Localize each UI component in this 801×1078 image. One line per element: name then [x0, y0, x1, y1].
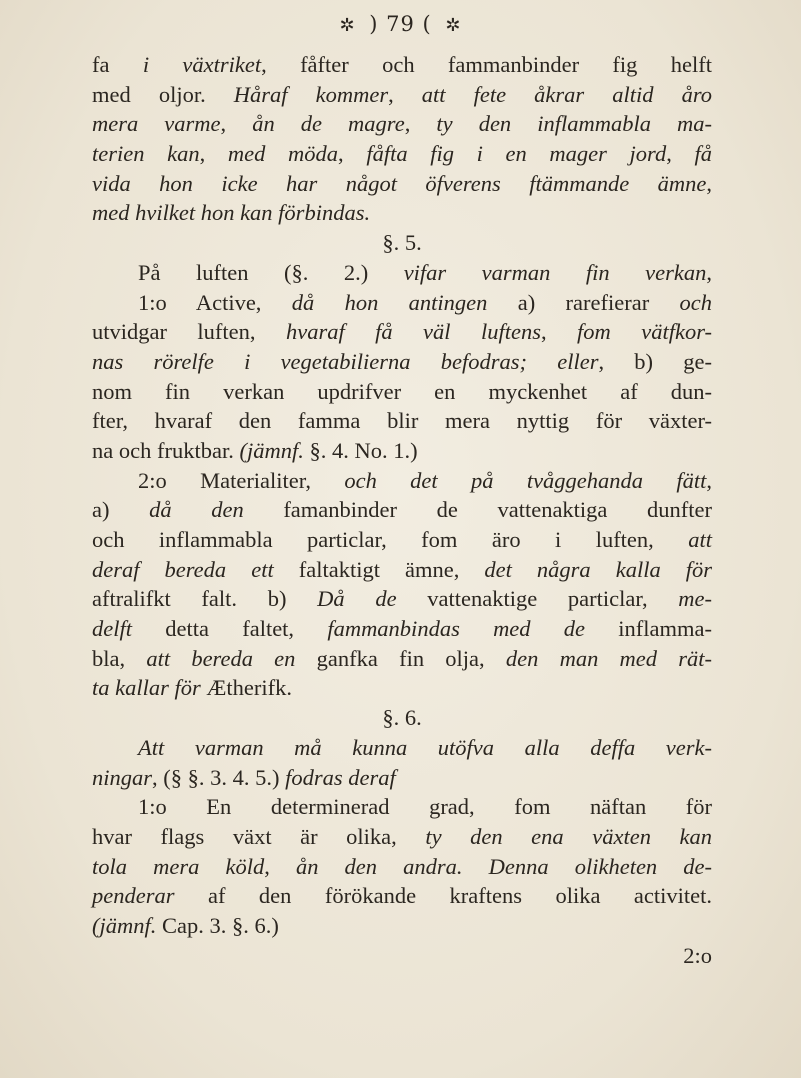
text-line: [92, 258, 712, 288]
roman-run: famanbinder de vattenaktiga dunfter: [243, 497, 712, 523]
roman-run: ,: [706, 259, 712, 285]
text-line: [92, 733, 712, 763]
roman-run: Ætherifk.: [200, 675, 292, 701]
text-line: [92, 792, 712, 822]
roman-run: na och fruktbar.: [92, 437, 240, 463]
text-line: [92, 763, 712, 793]
text-line: [92, 614, 712, 644]
italic-run: ningar: [92, 764, 153, 790]
italic-run: vifar varman fin verkan: [403, 259, 707, 285]
roman-run: a): [92, 497, 150, 523]
italic-run: mera varme: [92, 111, 221, 137]
roman-run: §. 5.: [382, 230, 422, 256]
roman-run: fter, hvaraf den famma blir mera nyttig för växter-: [92, 408, 712, 434]
italic-run: fom vätfkor-: [577, 319, 713, 345]
left-ornament-icon: ✲: [339, 15, 356, 36]
italic-run: fåfta fig i en mager jord: [366, 141, 667, 167]
italic-run: att fete åkrar altid åro: [421, 81, 713, 107]
italic-run: ty den ena växten kan: [425, 823, 712, 849]
section-heading: [92, 228, 712, 258]
text-line: [92, 584, 712, 614]
italic-run: penderar: [92, 883, 175, 909]
text-line: [92, 525, 712, 555]
italic-run: fodras deraf: [285, 764, 396, 790]
roman-run: 2:o: [683, 942, 712, 968]
italic-run: då hon antingen: [291, 289, 488, 315]
text-line: [92, 50, 712, 80]
roman-run: 2:o Materialiter,: [138, 467, 345, 493]
roman-run: ,: [199, 141, 228, 167]
roman-run: detta faltet,: [132, 616, 328, 642]
text-line: [92, 822, 712, 852]
text-line: [92, 288, 712, 318]
roman-run: nom fin verkan updrifver en myckenhet af dun-: [92, 378, 712, 404]
text-line: [92, 169, 712, 199]
roman-run: ,: [220, 111, 253, 137]
catchword: [92, 941, 712, 971]
italic-run: deraf bereda ett: [92, 556, 274, 582]
text-line: [92, 347, 712, 377]
roman-run: , (§ §. 3. 4. 5.): [152, 764, 286, 790]
italic-run: det några kalla för: [484, 556, 712, 582]
italic-run: tola mera köld: [92, 853, 265, 879]
italic-run: ta kallar för: [92, 675, 201, 701]
section-heading: [92, 703, 712, 733]
text-line: [92, 466, 712, 496]
roman-run: , fåfter och fammanbinder fig helft: [261, 52, 712, 77]
text-line: [92, 555, 712, 585]
italic-run: i växtriket: [142, 52, 262, 77]
page-header: [0, 12, 801, 36]
text-line: [92, 317, 712, 347]
italic-run: med hvilket hon kan förbindas.: [92, 200, 371, 226]
roman-run: ,: [338, 141, 367, 167]
roman-run: fa: [92, 52, 143, 77]
italic-run: och: [679, 289, 713, 315]
roman-run: ,: [666, 141, 695, 167]
italic-run: nas rörelfe i vegetabilierna befodras; eller: [92, 348, 599, 374]
text-line: [92, 852, 712, 882]
text-line: [92, 495, 712, 525]
roman-run: utvidgar luften,: [92, 319, 286, 345]
text-line: [92, 198, 712, 228]
roman-run: §. 4. No. 1.): [303, 437, 418, 463]
roman-run: med oljor.: [92, 81, 234, 107]
roman-run: bla,: [92, 645, 147, 671]
roman-run: ,: [264, 853, 296, 879]
italic-run: hvaraf få väl luftens: [285, 319, 541, 345]
text-line: [92, 911, 712, 941]
italic-run: (jämnf.: [92, 912, 157, 938]
italic-run: Då de: [317, 586, 397, 612]
text-line: [92, 673, 712, 703]
body-text: [92, 50, 712, 970]
roman-run: vattenaktige particlar,: [396, 586, 679, 612]
roman-run: och inflammabla particlar, fom äro i luften,: [92, 527, 689, 552]
italic-run: Håraf kommer: [233, 81, 389, 107]
italic-run: me-: [678, 586, 712, 612]
right-ornament-icon: ✲: [445, 15, 462, 36]
text-line: [92, 881, 712, 911]
text-line: [92, 109, 712, 139]
roman-run: , b) ge-: [598, 348, 712, 374]
italic-run: ån de magre: [252, 111, 405, 137]
roman-run: På luften (§. 2.): [138, 259, 404, 285]
roman-run: ,: [706, 467, 713, 493]
text-line: [92, 406, 712, 436]
text-line: [92, 377, 712, 407]
italic-run: den man med rät-: [505, 645, 712, 671]
roman-run: inflamma-: [585, 616, 712, 642]
italic-run: Att varman må kunna utöfva alla deffa verk-: [138, 734, 712, 760]
italic-run: att bereda en: [146, 645, 296, 671]
roman-run: a) rarefierar: [487, 289, 680, 315]
italic-run: terien kan: [92, 141, 200, 167]
italic-run: att: [688, 527, 712, 552]
italic-run: och det på tvåggehanda fätt: [344, 467, 707, 493]
roman-run: faltaktigt ämne,: [273, 556, 485, 582]
roman-run: ,: [706, 170, 712, 196]
page-number: ) 79 (: [369, 12, 432, 36]
italic-run: få: [694, 141, 713, 167]
italic-run: ty den inflammabla ma-: [436, 111, 713, 137]
roman-run: 1:o Active,: [138, 289, 292, 315]
italic-run: vida hon icke har något öfverens ftämmande ämne: [92, 170, 707, 196]
italic-run: fammanbindas med de: [327, 616, 586, 642]
italic-run: ån den andra. Denna olikheten de-: [295, 853, 713, 879]
roman-run: ,: [388, 81, 422, 107]
roman-run: ,: [404, 111, 437, 137]
italic-run: med möda: [227, 141, 339, 167]
roman-run: af den förökande kraftens olika activitet.: [174, 883, 712, 909]
italic-run: delft: [92, 616, 132, 642]
roman-run: ganfka fin olja,: [295, 645, 506, 671]
italic-run: (jämnf.: [239, 437, 304, 463]
text-line: [92, 80, 712, 110]
roman-run: §. 6.: [382, 705, 422, 731]
roman-run: ,: [540, 319, 578, 345]
text-line: [92, 436, 712, 466]
text-line: [92, 139, 712, 169]
roman-run: Cap. 3. §. 6.): [156, 912, 279, 938]
italic-run: då den: [149, 497, 244, 523]
roman-run: 1:o En determinerad grad, fom näftan för: [138, 794, 712, 820]
text-line: [92, 644, 712, 674]
roman-run: hvar flags växt är olika,: [92, 823, 426, 849]
roman-run: aftralifkt falt. b): [92, 586, 318, 612]
